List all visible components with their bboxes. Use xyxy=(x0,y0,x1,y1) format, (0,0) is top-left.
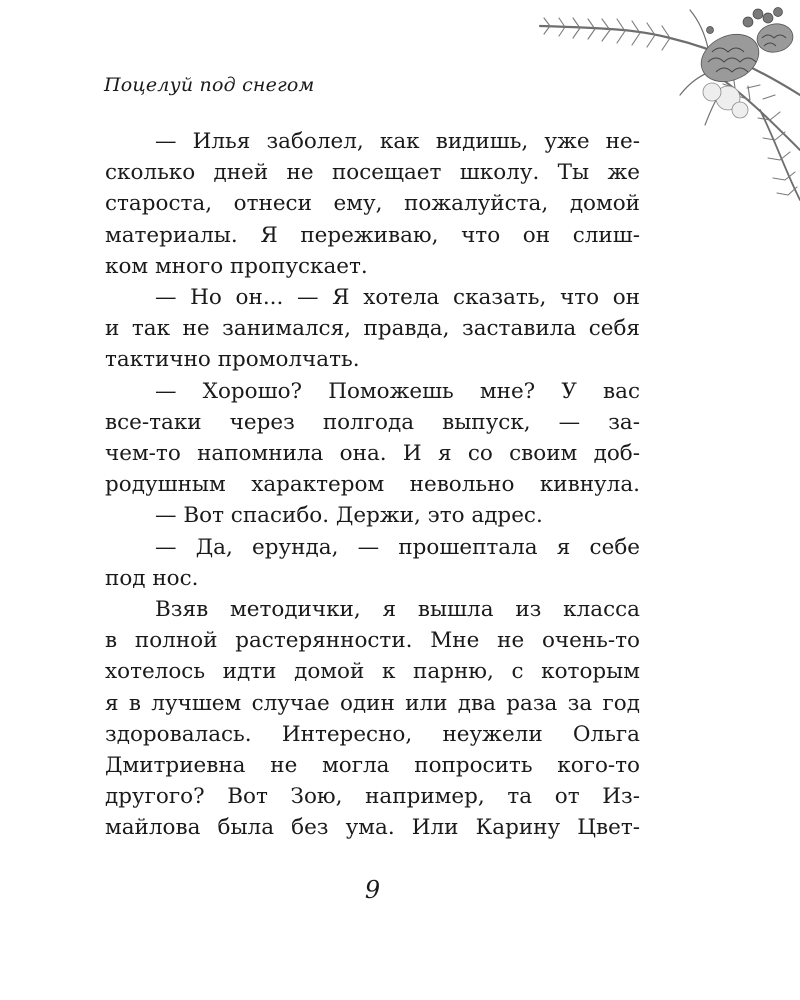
text-line: хотелось идти домой к парню, с которым xyxy=(105,659,640,685)
text-line: — Вот спасибо. Держи, это адрес. xyxy=(155,503,543,529)
page-number: 9 xyxy=(364,876,381,904)
body-text xyxy=(105,126,640,844)
text-line: — Илья заболел, как видишь, уже не- xyxy=(155,129,640,154)
text-line: ком много пропускает. xyxy=(105,253,368,279)
text-line: тактично промолчать. xyxy=(105,347,360,373)
text-line: сколько дней не посещает школу. Ты же xyxy=(105,160,640,186)
text-line: здоровалась. Интересно, неужели Ольга xyxy=(105,721,640,747)
text-line: — Да, ерунда, — прошептала я себе xyxy=(155,534,640,560)
text-line: и так не занимался, правда, заставила себя xyxy=(105,316,640,342)
text-line: я в лучшем случае один или два раза за год xyxy=(105,690,640,716)
text-line: чем-то напомнила она. И я со своим доб- xyxy=(105,441,640,467)
text-line: майлова была без ума. Или Карину Цвет- xyxy=(105,815,640,841)
text-line: староста, отнеси ему, пожалуйста, домой xyxy=(105,191,640,217)
text-line: родушным характером невольно кивнула. xyxy=(105,472,640,498)
text-line: все-таки через полгода выпуск, — за- xyxy=(105,409,640,435)
text-line: — Но он... — Я хотела сказать, что он xyxy=(155,285,640,311)
text-line: Взяв методички, я вышла из класса xyxy=(155,597,640,623)
text-line: материалы. Я переживаю, что он слиш- xyxy=(105,222,640,248)
text-line: другого? Вот Зою, например, та от Из- xyxy=(105,784,640,810)
text-line: Дмитриевна не могла попросить кого-то xyxy=(105,753,640,779)
text-line: под нос. xyxy=(105,565,199,591)
text-line: — Хорошо? Поможешь мне? У вас xyxy=(155,378,640,404)
text-line: в полной растерянности. Мне не очень-то xyxy=(105,628,640,654)
running-head: Поцелуй под снегом xyxy=(104,74,315,96)
